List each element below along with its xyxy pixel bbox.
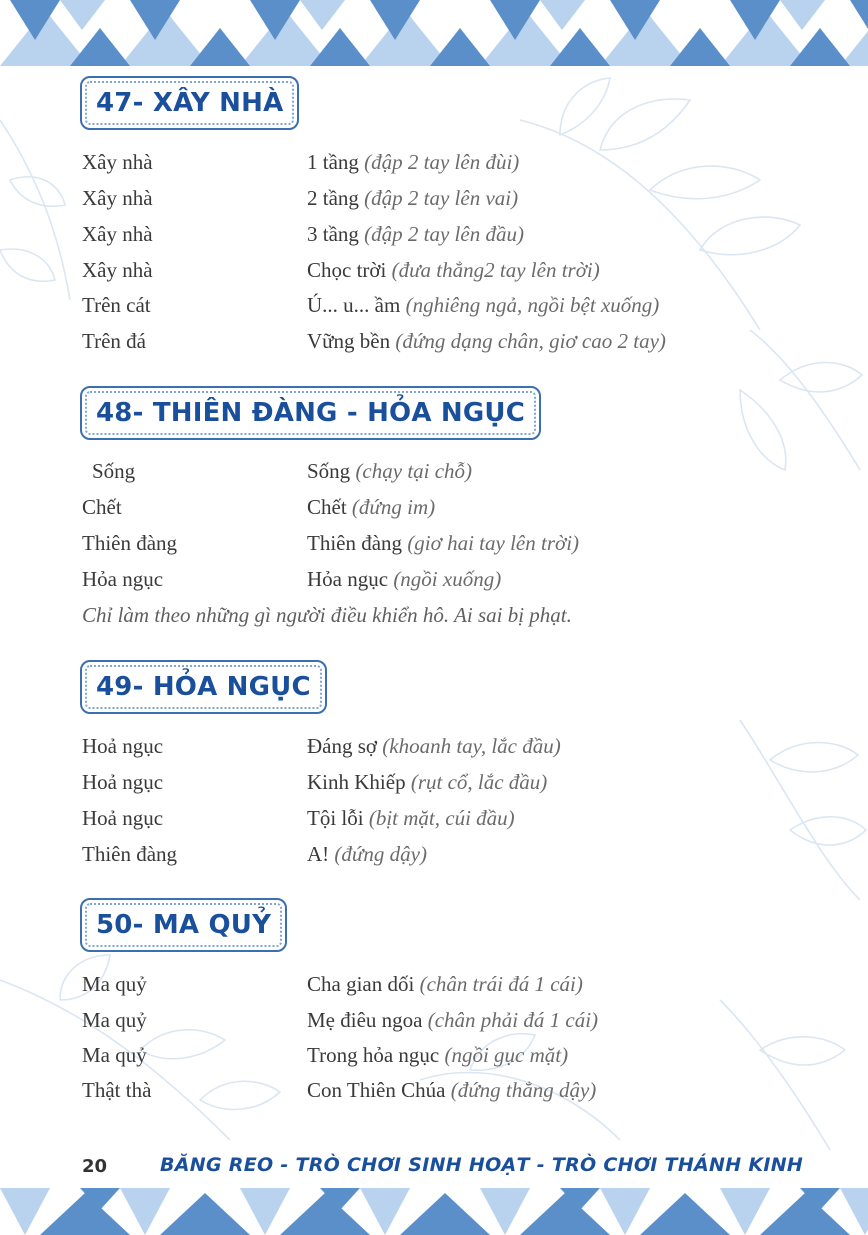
page-number: 20: [82, 1156, 108, 1177]
response-text: Kinh Khiếp: [307, 770, 406, 794]
call-text: Thiên đàng: [82, 842, 178, 866]
call-text: Hoả ngục: [82, 770, 164, 794]
response-text: Thiên đàng: [307, 531, 403, 555]
action-note: (đứng thẳng dậy): [450, 1078, 597, 1102]
action-note: (rụt cổ, lắc đầu): [410, 770, 548, 794]
call-text: Ma quỷ: [82, 972, 147, 996]
response-text: Mẹ điêu ngoa: [307, 1008, 423, 1032]
call-text: Hỏa ngục: [82, 567, 164, 591]
action-note: (đập 2 tay lên vai): [364, 186, 519, 210]
response-text: A!: [307, 842, 330, 866]
response-text: Chết: [307, 495, 347, 519]
response-text: Vững bền: [307, 329, 391, 353]
section-title: 48- THIÊN ĐÀNG - HỎA NGỤC: [96, 398, 525, 428]
call-text: Thật thà: [82, 1078, 152, 1102]
action-note: (đập 2 tay lên đầu): [364, 222, 524, 246]
response-text: Sống: [307, 459, 351, 483]
action-note: (đứng dậy): [334, 842, 427, 866]
section-title: 47- XÂY NHÀ: [96, 88, 284, 118]
call-text: Xây nhà: [82, 222, 153, 246]
action-note: (bịt mặt, cúi đầu): [368, 806, 515, 830]
response-text: Cha gian dối: [307, 972, 415, 996]
action-note: (khoanh tay, lắc đầu): [382, 734, 561, 758]
call-text: Xây nhà: [82, 186, 153, 210]
call-text: Chết: [82, 495, 122, 519]
section-heading-50: [80, 898, 287, 952]
call-text: Thiên đàng: [82, 531, 178, 555]
response-text: Trong hỏa ngục: [307, 1043, 440, 1067]
call-text: Hoả ngục: [82, 734, 164, 758]
action-note: (đứng im): [351, 495, 436, 519]
call-text: Xây nhà: [82, 258, 153, 282]
section-heading-48: [80, 386, 541, 440]
call-text: Hoả ngục: [82, 806, 164, 830]
action-note: (ngồi xuống): [393, 567, 502, 591]
call-text: Ma quỷ: [82, 1008, 147, 1032]
running-footer-title: BĂNG REO - TRÒ CHƠI SINH HOẠT - TRÒ CHƠI THÁNH KINH: [160, 1154, 804, 1176]
response-text: Hỏa ngục: [307, 567, 389, 591]
call-text: Xây nhà: [82, 150, 153, 174]
section-heading-47: [80, 76, 299, 130]
response-text: Đáng sợ: [307, 734, 378, 758]
response-text: Tội lỗi: [307, 806, 364, 830]
action-note: (chạy tại chỗ): [355, 459, 473, 483]
response-text: Ú... u... ầm: [307, 293, 401, 317]
action-note: (nghiêng ngả, ngồi bệt xuống): [405, 293, 660, 317]
response-text: 2 tầng: [307, 186, 359, 210]
response-text: Chọc trời: [307, 258, 387, 282]
call-text: Ma quỷ: [82, 1043, 147, 1067]
action-note: (giơ hai tay lên trời): [407, 531, 580, 555]
call-text: Trên đá: [82, 329, 146, 353]
section-title: 50- MA QUỶ: [96, 910, 272, 940]
action-note: (đưa thẳng2 tay lên trời): [391, 258, 600, 282]
action-note: (chân phải đá 1 cái): [427, 1008, 599, 1032]
call-text: Trên cát: [82, 293, 151, 317]
action-note: (ngồi gục mặt): [444, 1043, 569, 1067]
call-text: Sống: [92, 459, 136, 483]
section-title: 49- HỎA NGỤC: [96, 672, 311, 702]
action-note: (đứng dạng chân, giơ cao 2 tay): [395, 329, 666, 353]
response-text: 3 tầng: [307, 222, 359, 246]
section-heading-49: [80, 660, 327, 714]
action-note: (chân trái đá 1 cái): [419, 972, 583, 996]
response-text: 1 tầng: [307, 150, 359, 174]
action-note: (đập 2 tay lên đùi): [364, 150, 520, 174]
rule-note: Chỉ làm theo những gì người điều khiển hô. Ai sai bị phạt.: [82, 603, 572, 627]
response-text: Con Thiên Chúa: [307, 1078, 446, 1102]
